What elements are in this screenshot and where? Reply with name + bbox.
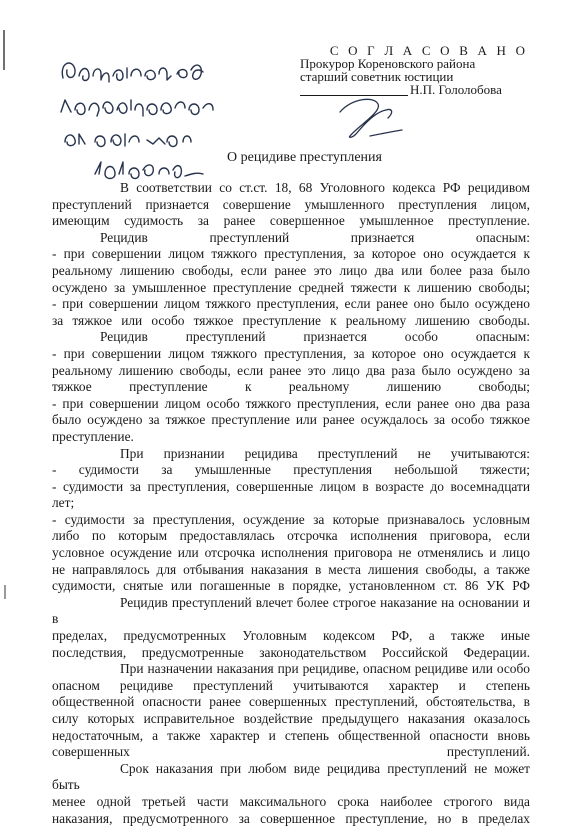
text-line: не направлялось для отбывания наказания в места лишения свободы, а также [52,561,530,577]
text-line: совершенных преступлений. [52,744,530,760]
approval-block [300,44,540,96]
text-line: наказания, предусмотренного за совершенное преступление, но в пределах [52,810,530,826]
text-line: за тяжкое или особо тяжкое преступление к реальному лишению свободы. [52,312,530,328]
signer-name: Н.П. Гололобова [410,82,502,97]
text-line: менее одной третьей части максимального срока наиболее строгого вида [52,793,530,809]
text-line: реальному лишению свободы, если ранее это лицо два раза было осуждено за [52,362,530,378]
text-line: - при совершении лицом тяжкого преступления, если ранее оно было осуждено [52,296,530,312]
text-line: Срок наказания при любом виде рецидива преступлений не может быть [52,760,530,793]
text-line: условное осуждение или отсрочка исполнения приговора не отменялись и лицо [52,545,530,561]
text-line: В соответствии со ст.ст. 18, 68 Уголовного кодекса РФ рецидивом [120,180,530,195]
approval-title: С О Г Л А С О В А Н О [329,43,529,58]
text-line: последствия, предусмотренные законодательством Российской Федерации. [52,644,530,660]
text-line: преступление. [52,428,134,444]
document-body [52,180,530,827]
text-line: судимости, снятые или погашенные в порядке, установленном ст. 86 УК РФ [52,578,530,594]
text-line: - при совершении лицом тяжкого преступления, за которое оно осуждается к [52,345,530,361]
text-line: общественной опасности ранее совершенных преступлений, обстоятельства, в [52,694,530,710]
text-line: осуждено за умышленное преступление средней тяжести к лишению свободы; [52,279,530,295]
text-line: преступлений признается совершение умышленного преступления лицом, [52,196,530,212]
text-line: Рецидив преступлений признается особо опасным: [100,329,530,345]
text-line: либо по которым предоставлялась отсрочка исполнения приговора, если [52,528,530,544]
text-line: - судимости за преступления, осуждение за которые признавалось условным [52,511,530,527]
text-line: - судимости за преступления, совершенные лицом в возрасте до восемнадцати [52,478,530,494]
text-line: Рецидив преступлений влечет более строгое наказание на основании и в [52,594,530,627]
text-line: - при совершении лицом тяжкого преступления, за которое оно осуждается к [52,246,530,262]
text-line: недостаточным, а также характер и степень общественной опасности вновь [52,727,530,743]
approval-line: Прокурор Кореновского района [300,56,476,71]
text-line: реальному лишению свободы, если ранее это лицо два или более раза было [52,262,530,278]
text-line: силу которых исправительное воздействие предыдущего наказания оказалось [52,711,530,726]
text-line: Рецидив преступлений признается опасным: [100,229,530,245]
text-line: пределах, предусмотренных Уголовным кодексом РФ, а также иные [52,628,530,644]
text-line: имеющим судимость за ранее совершенное умышленное преступление. [52,213,530,229]
text-line: - при совершении лицом особо тяжкого преступления, если ранее оно два раза [52,395,530,411]
text-line: было осуждено за тяжкое преступление или ранее осуждалось за особо тяжкое [52,412,530,428]
text-line: опасном рецидиве преступлений учитываются характер и степень [52,677,530,693]
document-title: О рецидиве преступления [227,150,382,165]
text-line: - судимости за умышленные преступления небольшой тяжести; [52,462,530,478]
text-line: тяжкое преступление к реальному лишению свободы; [52,379,530,395]
handwritten-signature [330,92,410,142]
text-line: При назначении наказания при рецидиве, опасном рецидиве или особо [120,661,530,677]
text-line: При признании рецидива преступлений не учитываются: [120,445,530,461]
scan-artifact [4,585,6,599]
scan-artifact [3,30,5,70]
approval-line: старший советник юстиции [300,69,454,84]
handwritten-note [55,50,245,190]
text-line: лет; [52,495,75,511]
